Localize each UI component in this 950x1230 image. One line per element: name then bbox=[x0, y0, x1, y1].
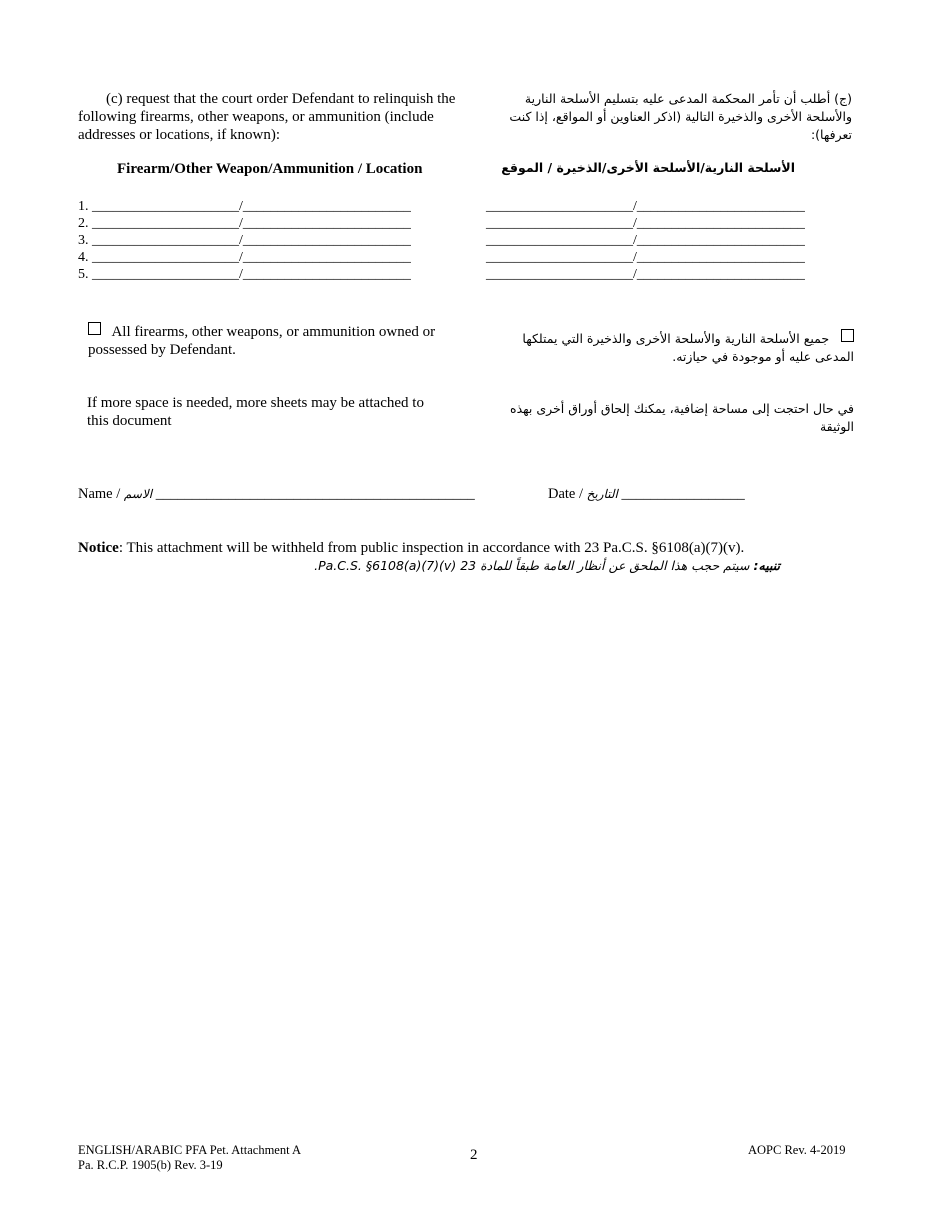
more-space-english: If more space is needed, more sheets may be attached to this document bbox=[87, 395, 424, 429]
all-firearms-checkbox[interactable] bbox=[88, 322, 101, 335]
more-space-arabic: في حال احتجت إلى مساحة إضافية، يمكنك إلحاق أوراق أخرى بهذه الوثيقة bbox=[510, 401, 854, 434]
weapon-row-input[interactable]: 2. _____________________/________________________ bbox=[78, 216, 411, 231]
weapon-row-input[interactable]: _____________________/________________________ bbox=[486, 216, 805, 231]
name-label: Name / bbox=[78, 486, 124, 502]
name-input[interactable]: ____________________________________________ bbox=[155, 486, 475, 502]
footer-form-name: ENGLISH/ARABIC PFA Pet. Attachment A bbox=[78, 1143, 302, 1157]
all-firearms-label: All firearms, other weapons, or ammunition owned or possessed by Defendant. bbox=[88, 324, 436, 358]
notice-text: : This attachment will be withheld from public inspection in accordance with 23 Pa.C.S. §6108(a)(7)(v). bbox=[118, 540, 745, 556]
weapon-row-input[interactable]: 4. _____________________/________________________ bbox=[78, 250, 411, 265]
weapons-list-english bbox=[78, 198, 458, 283]
page-number: 2 bbox=[470, 1147, 478, 1163]
all-firearms-arabic bbox=[488, 329, 854, 366]
all-firearms-english bbox=[88, 322, 460, 359]
weapon-row-input[interactable]: _____________________/________________________ bbox=[486, 233, 805, 248]
all-firearms-checkbox-ar[interactable] bbox=[841, 329, 854, 342]
weapon-row-input[interactable]: 3. _____________________/________________________ bbox=[78, 233, 411, 248]
all-firearms-label-ar: جميع الأسلحة النارية والأسلحة الأخرى والذخيرة التي يمتلكها المدعى عليه أو موجودة في حيازته. bbox=[522, 331, 854, 364]
weapon-row-input[interactable]: 5. _____________________/________________________ bbox=[78, 267, 411, 282]
section-c-english: (c) request that the court order Defendant to relinquish the following firearms, other weapons, or ammunition (include addresses or locations, if known): bbox=[78, 91, 456, 143]
weapons-list-arabic bbox=[486, 198, 846, 283]
date-input[interactable]: _________________ bbox=[621, 486, 745, 502]
date-label: Date / bbox=[548, 486, 587, 502]
footer-rule: Pa. R.C.P. 1905(b) Rev. 3-19 bbox=[78, 1158, 223, 1172]
notice-arabic-label: تنبيه: bbox=[753, 558, 780, 573]
notice-arabic bbox=[300, 558, 780, 573]
notice-arabic-text: سيتم حجب هذا الملحق عن أنظار العامة طبقاً للمادة 23 Pa.C.S. §6108(a)(7)(v). bbox=[314, 558, 754, 573]
section-c-arabic: (ج) أطلب أن تأمر المحكمة المدعى عليه بتسليم الأسلحة النارية والأسلحة الأخرى والذخيرة التالية (اذكر العناوين أو المواقع، إذا كنت تعرفها): bbox=[509, 91, 852, 142]
weapon-row-input[interactable]: _____________________/________________________ bbox=[486, 199, 805, 214]
notice-label: Notice bbox=[78, 540, 119, 556]
footer-revision: AOPC Rev. 4-2019 bbox=[748, 1143, 846, 1157]
table-header-arabic: الأسلحة النارية/الأسلحة الأخرى/الذخيرة / الموقع bbox=[501, 160, 795, 175]
date-field bbox=[548, 486, 745, 503]
notice-english bbox=[78, 540, 798, 557]
name-field bbox=[78, 486, 475, 503]
name-label-arabic: الاسم bbox=[123, 487, 153, 501]
footer-left bbox=[78, 1143, 301, 1173]
weapon-row-input[interactable]: _____________________/________________________ bbox=[486, 267, 805, 282]
weapon-row-input[interactable]: 1. _____________________/________________________ bbox=[78, 199, 411, 214]
table-header-english: Firearm/Other Weapon/Ammunition / Location bbox=[117, 161, 423, 177]
date-label-arabic: التاريخ bbox=[586, 487, 618, 501]
weapon-row-input[interactable]: _____________________/________________________ bbox=[486, 250, 805, 265]
